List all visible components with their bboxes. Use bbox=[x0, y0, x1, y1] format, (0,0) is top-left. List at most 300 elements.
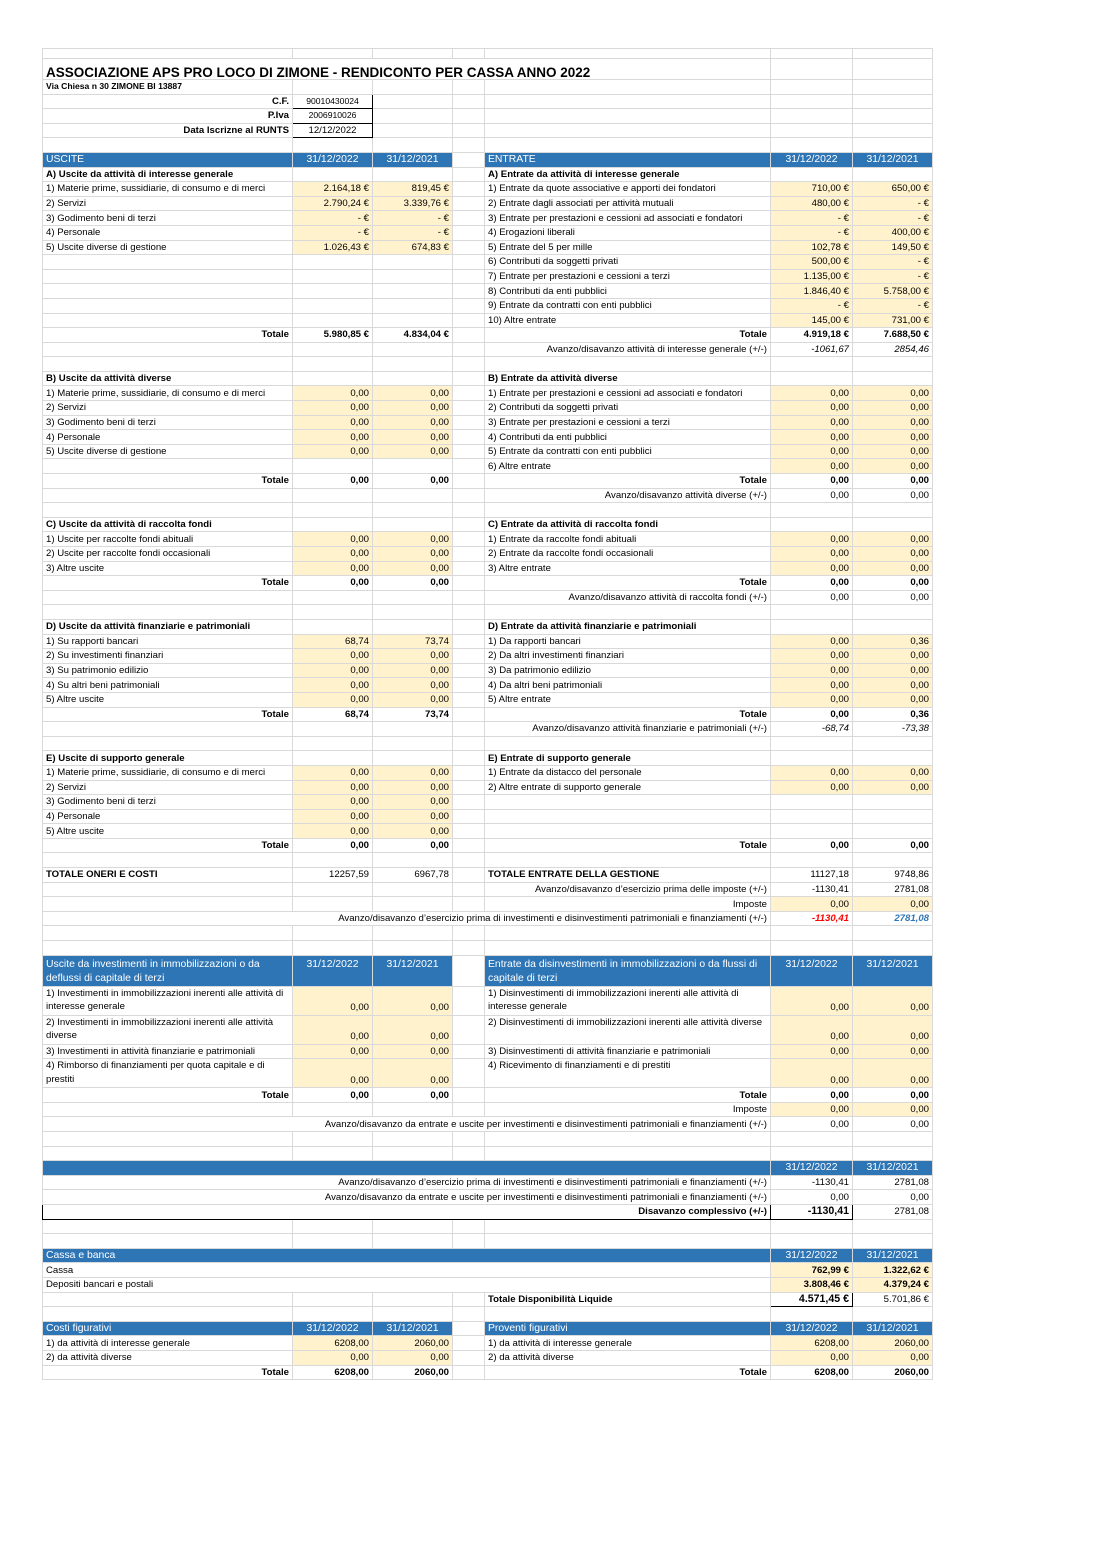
table-row bbox=[43, 1321, 933, 1336]
empty-cell bbox=[453, 547, 485, 562]
entrata-value-previous: 0,00 bbox=[853, 459, 933, 474]
uscita-value-previous: 0,00 bbox=[373, 795, 453, 810]
investimento-uscita-previous: 0,00 bbox=[373, 1044, 453, 1059]
table-row bbox=[43, 751, 933, 766]
empty-cell bbox=[771, 59, 853, 80]
disavanzo-complessivo-label: Disavanzo complessivo (+/-) bbox=[43, 1204, 771, 1219]
table-row bbox=[43, 225, 933, 240]
investimenti-uscite-header: Uscite da investimenti in immobilizzazioni o da deflussi di capitale di terzi bbox=[43, 955, 293, 986]
empty-cell bbox=[293, 897, 373, 912]
year-previous: 31/12/2021 bbox=[853, 152, 933, 167]
cassa-previous: 1.322,62 € bbox=[853, 1263, 933, 1278]
empty-cell bbox=[853, 80, 933, 95]
empty-cell bbox=[293, 138, 373, 153]
empty-cell bbox=[453, 941, 485, 956]
imposte-label: Imposte bbox=[485, 1102, 771, 1117]
uscita-value-current: 0,00 bbox=[293, 561, 373, 576]
empty-cell bbox=[293, 1132, 373, 1147]
year-previous: 31/12/2021 bbox=[373, 152, 453, 167]
imposte-current: 0,00 bbox=[771, 1102, 853, 1117]
entrata-value-current: 0,00 bbox=[771, 765, 853, 780]
table-row bbox=[43, 1044, 933, 1059]
empty-cell bbox=[373, 167, 453, 182]
table-row bbox=[43, 809, 933, 824]
table-row bbox=[43, 911, 933, 926]
empty-cell bbox=[453, 1307, 485, 1322]
section-title: C) Entrate da attività di raccolta fondi bbox=[485, 517, 771, 532]
empty-cell bbox=[771, 371, 853, 386]
empty-cell bbox=[453, 561, 485, 576]
empty-cell bbox=[771, 49, 853, 59]
empty-cell bbox=[453, 853, 485, 868]
uscita-label: 1) Su rapporti bancari bbox=[43, 634, 293, 649]
empty-cell bbox=[293, 167, 373, 182]
costo-figurativo-previous: 0,00 bbox=[373, 1350, 453, 1365]
empty-cell bbox=[453, 882, 485, 897]
totale-label: Totale bbox=[43, 1365, 293, 1380]
year-previous: 31/12/2021 bbox=[853, 1161, 933, 1176]
year-current: 31/12/2022 bbox=[771, 955, 853, 986]
entrata-value-previous: 0,36 bbox=[853, 634, 933, 649]
empty-cell bbox=[453, 678, 485, 693]
avanzo-ante-investimenti-current: -1130,41 bbox=[771, 911, 853, 926]
empty-cell bbox=[43, 605, 293, 620]
empty-cell bbox=[771, 357, 853, 372]
entrata-label: 4) Erogazioni liberali bbox=[485, 225, 771, 240]
empty-cell bbox=[293, 459, 373, 474]
table-row bbox=[43, 678, 933, 693]
empty-cell bbox=[485, 1146, 771, 1161]
empty-cell bbox=[453, 167, 485, 182]
entrata-value-previous: 0,00 bbox=[853, 663, 933, 678]
empty-cell bbox=[43, 459, 293, 474]
empty-cell bbox=[453, 986, 485, 1015]
empty-cell bbox=[853, 941, 933, 956]
table-row bbox=[43, 986, 933, 1015]
table-row bbox=[43, 1117, 933, 1132]
investimento-uscita-label: 2) Investimenti in immobilizzazioni inerenti alle attività diverse bbox=[43, 1015, 293, 1044]
empty-cell bbox=[293, 49, 373, 59]
empty-cell bbox=[453, 824, 485, 839]
empty-cell bbox=[453, 269, 485, 284]
empty-cell bbox=[453, 1234, 485, 1249]
empty-cell bbox=[373, 751, 453, 766]
empty-cell bbox=[373, 371, 453, 386]
empty-cell bbox=[453, 1365, 485, 1380]
avanzo-investimenti-previous: 0,00 bbox=[853, 1117, 933, 1132]
empty-cell bbox=[43, 853, 293, 868]
avanzo-ante-investimenti-label: Avanzo/disavanzo d’esercizio prima di investimenti e disinvestimenti patrimoniali e finanziamenti (+/-) bbox=[43, 911, 771, 926]
empty-cell bbox=[485, 926, 771, 941]
empty-cell bbox=[453, 649, 485, 664]
table-row bbox=[43, 182, 933, 197]
empty-cell bbox=[771, 94, 853, 109]
empty-cell bbox=[43, 897, 293, 912]
empty-cell bbox=[293, 1307, 373, 1322]
riepilogo-r2-label: Avanzo/disavanzo da entrate e uscite per investimenti e disinvestimenti patrimoniali e finanziamenti (+/-) bbox=[43, 1190, 771, 1205]
uscita-value-previous: - € bbox=[373, 211, 453, 226]
avanzo-investimenti-current: 0,00 bbox=[771, 1117, 853, 1132]
entrata-label: 1) Entrate da distacco del personale bbox=[485, 765, 771, 780]
table-row bbox=[43, 576, 933, 591]
uscita-value-previous: 0,00 bbox=[373, 561, 453, 576]
investimento-entrata-label: 4) Ricevimento di finanziamenti e di prestiti bbox=[485, 1059, 771, 1088]
empty-cell bbox=[293, 1292, 373, 1307]
depositi-current: 3.808,46 € bbox=[771, 1277, 853, 1292]
empty-cell bbox=[293, 298, 373, 313]
uscita-value-current: 0,00 bbox=[293, 809, 373, 824]
section-title: D) Uscite da attività finanziarie e patrimoniali bbox=[43, 619, 293, 634]
table-row bbox=[43, 532, 933, 547]
entrate-totale-current: 0,00 bbox=[771, 474, 853, 489]
entrata-value-current: 0,00 bbox=[771, 780, 853, 795]
empty-cell bbox=[453, 1044, 485, 1059]
table-row bbox=[43, 1146, 933, 1161]
year-previous: 31/12/2021 bbox=[853, 1248, 933, 1263]
empty-cell bbox=[485, 503, 771, 518]
entrata-label: 3) Altre entrate bbox=[485, 561, 771, 576]
investimento-uscita-previous: 0,00 bbox=[373, 1015, 453, 1044]
avanzo-current: -68,74 bbox=[771, 722, 853, 737]
uscita-value-previous: 0,00 bbox=[373, 809, 453, 824]
year-previous: 31/12/2021 bbox=[853, 955, 933, 986]
empty-cell bbox=[293, 619, 373, 634]
empty-cell bbox=[485, 1219, 771, 1234]
table-row bbox=[43, 196, 933, 211]
uscita-value-current: - € bbox=[293, 211, 373, 226]
empty-cell bbox=[453, 182, 485, 197]
empty-cell bbox=[485, 138, 771, 153]
empty-cell bbox=[453, 1350, 485, 1365]
table-row bbox=[43, 780, 933, 795]
avanzo-previous: 2854,46 bbox=[853, 342, 933, 357]
empty-cell bbox=[373, 941, 453, 956]
spreadsheet bbox=[42, 48, 933, 1380]
entrata-label: 6) Contributi da soggetti privati bbox=[485, 255, 771, 270]
table-row bbox=[43, 415, 933, 430]
empty-cell bbox=[453, 1015, 485, 1044]
entrata-label: 2) Entrate dagli associati per attività mutuali bbox=[485, 196, 771, 211]
totale-label: Totale bbox=[485, 707, 771, 722]
entrata-value-current: - € bbox=[771, 225, 853, 240]
section-title: E) Uscite di supporto generale bbox=[43, 751, 293, 766]
empty-cell bbox=[485, 941, 771, 956]
entrata-value-previous: 0,00 bbox=[853, 678, 933, 693]
table-row bbox=[43, 1132, 933, 1147]
empty-cell bbox=[373, 488, 453, 503]
cassa-label: Cassa bbox=[43, 1263, 771, 1278]
year-current: 31/12/2022 bbox=[771, 1321, 853, 1336]
empty-cell bbox=[853, 795, 933, 810]
empty-cell bbox=[373, 503, 453, 518]
table-row bbox=[43, 1277, 933, 1292]
table-row bbox=[43, 488, 933, 503]
uscita-value-current: 0,00 bbox=[293, 386, 373, 401]
empty-cell bbox=[293, 1102, 373, 1117]
empty-cell bbox=[853, 824, 933, 839]
table-row bbox=[43, 707, 933, 722]
empty-cell bbox=[373, 342, 453, 357]
empty-cell bbox=[485, 123, 771, 138]
rendiconto-table bbox=[42, 48, 933, 1380]
table-row bbox=[43, 517, 933, 532]
totale-entrate-label: TOTALE ENTRATE DELLA GESTIONE bbox=[485, 868, 771, 883]
entrata-value-current: 0,00 bbox=[771, 415, 853, 430]
empty-cell bbox=[373, 109, 453, 124]
empty-cell bbox=[853, 357, 933, 372]
entrata-label: 9) Entrate da contratti con enti pubblici bbox=[485, 298, 771, 313]
empty-cell bbox=[43, 488, 293, 503]
investimenti-entrate-header: Entrate da disinvestimenti in immobilizzazioni o da flussi di capitale di terzi bbox=[485, 955, 771, 986]
empty-cell bbox=[43, 1132, 293, 1147]
uscita-value-current: 0,00 bbox=[293, 780, 373, 795]
section-title: A) Uscite da attività di interesse generale bbox=[43, 167, 293, 182]
uscita-value-previous: - € bbox=[373, 225, 453, 240]
investimento-uscita-label: 3) Investimenti in attività finanziarie e patrimoniali bbox=[43, 1044, 293, 1059]
table-row bbox=[43, 386, 933, 401]
empty-cell bbox=[453, 80, 485, 95]
entrata-value-previous: 0,00 bbox=[853, 401, 933, 416]
empty-cell bbox=[853, 926, 933, 941]
proventi-figurativi-totale-previous: 2060,00 bbox=[853, 1365, 933, 1380]
investimenti-entrate-totale-previous: 0,00 bbox=[853, 1088, 933, 1103]
uscita-value-previous: 0,00 bbox=[373, 780, 453, 795]
uscita-value-current: 0,00 bbox=[293, 765, 373, 780]
empty-cell bbox=[293, 1234, 373, 1249]
avanzo-current: 0,00 bbox=[771, 488, 853, 503]
riepilogo-r2-current: 0,00 bbox=[771, 1190, 853, 1205]
empty-cell bbox=[373, 590, 453, 605]
disavanzo-complessivo-previous: 2781,08 bbox=[853, 1204, 933, 1219]
empty-cell bbox=[453, 49, 485, 59]
costi-figurativi-totale-current: 6208,00 bbox=[293, 1365, 373, 1380]
entrata-value-previous: 0,00 bbox=[853, 765, 933, 780]
empty-cell bbox=[453, 1088, 485, 1103]
empty-cell bbox=[453, 780, 485, 795]
uscita-value-previous: 0,00 bbox=[373, 444, 453, 459]
uscita-label: 3) Altre uscite bbox=[43, 561, 293, 576]
year-current: 31/12/2022 bbox=[771, 1248, 853, 1263]
empty-cell bbox=[43, 1146, 293, 1161]
empty-cell bbox=[293, 1219, 373, 1234]
entrata-value-previous: 0,00 bbox=[853, 780, 933, 795]
year-current: 31/12/2022 bbox=[293, 1321, 373, 1336]
investimento-entrata-previous: 0,00 bbox=[853, 1044, 933, 1059]
empty-cell bbox=[853, 751, 933, 766]
entrata-label: 1) Da rapporti bancari bbox=[485, 634, 771, 649]
empty-cell bbox=[43, 722, 293, 737]
empty-cell bbox=[373, 926, 453, 941]
uscita-value-current: 2.164,18 € bbox=[293, 182, 373, 197]
investimenti-entrate-totale-current: 0,00 bbox=[771, 1088, 853, 1103]
uscita-label: 3) Godimento beni di terzi bbox=[43, 415, 293, 430]
uscita-label: 1) Materie prime, sussidiarie, di consumo e di merci bbox=[43, 386, 293, 401]
section-title: A) Entrate da attività di interesse generale bbox=[485, 167, 771, 182]
table-row bbox=[43, 955, 933, 986]
empty-cell bbox=[43, 882, 293, 897]
investimento-uscita-current: 0,00 bbox=[293, 1044, 373, 1059]
entrata-value-previous: 0,00 bbox=[853, 532, 933, 547]
empty-cell bbox=[453, 1146, 485, 1161]
empty-cell bbox=[453, 532, 485, 547]
totale-oneri-previous: 6967,78 bbox=[373, 868, 453, 883]
empty-cell bbox=[853, 1307, 933, 1322]
entrata-value-current: 0,00 bbox=[771, 678, 853, 693]
entrata-value-previous: 0,00 bbox=[853, 430, 933, 445]
empty-cell bbox=[453, 1059, 485, 1088]
empty-cell bbox=[485, 80, 771, 95]
investimento-uscita-current: 0,00 bbox=[293, 1059, 373, 1088]
uscite-header: USCITE bbox=[43, 152, 293, 167]
empty-cell bbox=[485, 109, 771, 124]
uscita-value-current: 1.026,43 € bbox=[293, 240, 373, 255]
avanzo-current: 0,00 bbox=[771, 590, 853, 605]
table-row bbox=[43, 590, 933, 605]
empty-cell bbox=[293, 488, 373, 503]
provento-figurativo-label: 1) da attività di interesse generale bbox=[485, 1336, 771, 1351]
empty-cell bbox=[771, 1146, 853, 1161]
table-row bbox=[43, 240, 933, 255]
empty-cell bbox=[453, 809, 485, 824]
avanzo-label: Avanzo/disavanzo attività di raccolta fondi (+/-) bbox=[485, 590, 771, 605]
empty-cell bbox=[43, 1234, 293, 1249]
investimento-uscita-previous: 0,00 bbox=[373, 1059, 453, 1088]
table-row bbox=[43, 663, 933, 678]
section-title: B) Entrate da attività diverse bbox=[485, 371, 771, 386]
entrata-value-current: 0,00 bbox=[771, 459, 853, 474]
investimento-uscita-label: 4) Rimborso di finanziamenti per quota capitale e di prestiti bbox=[43, 1059, 293, 1088]
entrata-value-current: 0,00 bbox=[771, 663, 853, 678]
provento-figurativo-previous: 2060,00 bbox=[853, 1336, 933, 1351]
uscita-value-current: - € bbox=[293, 225, 373, 240]
empty-cell bbox=[453, 444, 485, 459]
entrata-value-current: 0,00 bbox=[771, 444, 853, 459]
table-row bbox=[43, 269, 933, 284]
riepilogo-r2-previous: 0,00 bbox=[853, 1190, 933, 1205]
year-previous: 31/12/2021 bbox=[373, 955, 453, 986]
uscita-value-previous: 73,74 bbox=[373, 634, 453, 649]
empty-cell bbox=[373, 357, 453, 372]
entrate-totale-current: 0,00 bbox=[771, 707, 853, 722]
empty-cell bbox=[293, 284, 373, 299]
empty-cell bbox=[453, 386, 485, 401]
empty-cell bbox=[453, 123, 485, 138]
empty-cell bbox=[771, 167, 853, 182]
entrate-totale-current: 0,00 bbox=[771, 838, 853, 853]
entrata-value-current: 0,00 bbox=[771, 547, 853, 562]
entrata-label: 1) Entrate da raccolte fondi abituali bbox=[485, 532, 771, 547]
imposte-current: 0,00 bbox=[771, 897, 853, 912]
uscita-label: 1) Materie prime, sussidiarie, di consumo e di merci bbox=[43, 182, 293, 197]
empty-cell bbox=[453, 196, 485, 211]
avanzo-previous: 0,00 bbox=[853, 590, 933, 605]
costi-figurativi-header: Costi figurativi bbox=[43, 1321, 293, 1336]
spacer bbox=[453, 955, 485, 986]
year-current: 31/12/2022 bbox=[293, 955, 373, 986]
empty-cell bbox=[43, 284, 293, 299]
uscita-value-previous: 0,00 bbox=[373, 401, 453, 416]
empty-cell bbox=[771, 926, 853, 941]
empty-cell bbox=[771, 809, 853, 824]
uscita-label: 1) Uscite per raccolte fondi abituali bbox=[43, 532, 293, 547]
avanzo-label: Avanzo/disavanzo attività finanziarie e patrimoniali (+/-) bbox=[485, 722, 771, 737]
uscita-value-previous: 0,00 bbox=[373, 765, 453, 780]
uscita-value-current: 0,00 bbox=[293, 678, 373, 693]
depositi-label: Depositi bancari e postali bbox=[43, 1277, 771, 1292]
entrata-value-current: - € bbox=[771, 298, 853, 313]
table-row bbox=[43, 1365, 933, 1380]
uscita-value-previous: 819,45 € bbox=[373, 182, 453, 197]
uscite-totale-current: 68,74 bbox=[293, 707, 373, 722]
uscite-totale-current: 5.980,85 € bbox=[293, 328, 373, 343]
empty-cell bbox=[771, 605, 853, 620]
table-row bbox=[43, 1234, 933, 1249]
empty-cell bbox=[43, 313, 293, 328]
investimento-entrata-label: 1) Disinvestimenti di immobilizzazioni inerenti alle attività di interesse generale bbox=[485, 986, 771, 1015]
uscita-label: 4) Su altri beni patrimoniali bbox=[43, 678, 293, 693]
empty-cell bbox=[373, 269, 453, 284]
empty-cell bbox=[453, 605, 485, 620]
entrata-value-previous: 731,00 € bbox=[853, 313, 933, 328]
table-row bbox=[43, 649, 933, 664]
uscite-totale-previous: 0,00 bbox=[373, 576, 453, 591]
empty-cell bbox=[373, 1132, 453, 1147]
empty-cell bbox=[373, 94, 453, 109]
uscita-value-current: 0,00 bbox=[293, 532, 373, 547]
empty-cell bbox=[293, 751, 373, 766]
empty-cell bbox=[293, 941, 373, 956]
entrata-value-previous: 0,00 bbox=[853, 649, 933, 664]
empty-cell bbox=[43, 49, 293, 59]
empty-cell bbox=[771, 853, 853, 868]
table-row bbox=[43, 882, 933, 897]
empty-cell bbox=[853, 1146, 933, 1161]
entrata-value-current: - € bbox=[771, 211, 853, 226]
entrata-value-previous: 0,00 bbox=[853, 386, 933, 401]
table-row bbox=[43, 736, 933, 751]
table-row bbox=[43, 1175, 933, 1190]
uscite-totale-previous: 4.834,04 € bbox=[373, 328, 453, 343]
empty-cell bbox=[485, 795, 771, 810]
empty-cell bbox=[453, 313, 485, 328]
uscita-value-current: 0,00 bbox=[293, 692, 373, 707]
main-header-row bbox=[43, 152, 933, 167]
empty-cell bbox=[43, 255, 293, 270]
runts-label: Data Iscrizne al RUNTS bbox=[43, 123, 293, 138]
address: Via Chiesa n 30 ZIMONE BI 13887 bbox=[43, 80, 293, 95]
uscita-value-current: 0,00 bbox=[293, 430, 373, 445]
empty-cell bbox=[373, 517, 453, 532]
empty-cell bbox=[485, 94, 771, 109]
totale-oneri-label: TOTALE ONERI E COSTI bbox=[43, 868, 293, 883]
empty-cell bbox=[853, 1132, 933, 1147]
empty-cell bbox=[453, 211, 485, 226]
proventi-figurativi-header: Proventi figurativi bbox=[485, 1321, 771, 1336]
empty-cell bbox=[771, 751, 853, 766]
provento-figurativo-current: 0,00 bbox=[771, 1350, 853, 1365]
uscita-label: 3) Su patrimonio edilizio bbox=[43, 663, 293, 678]
entrata-value-current: 0,00 bbox=[771, 532, 853, 547]
table-row bbox=[43, 853, 933, 868]
empty-cell bbox=[453, 634, 485, 649]
investimento-uscita-label: 1) Investimenti in immobilizzazioni inerenti alle attività di interesse generale bbox=[43, 986, 293, 1015]
provento-figurativo-previous: 0,00 bbox=[853, 1350, 933, 1365]
spacer bbox=[453, 1321, 485, 1336]
empty-cell bbox=[771, 109, 853, 124]
empty-cell bbox=[853, 1234, 933, 1249]
empty-cell bbox=[485, 357, 771, 372]
totale-liquide-previous: 5.701,86 € bbox=[853, 1292, 933, 1307]
